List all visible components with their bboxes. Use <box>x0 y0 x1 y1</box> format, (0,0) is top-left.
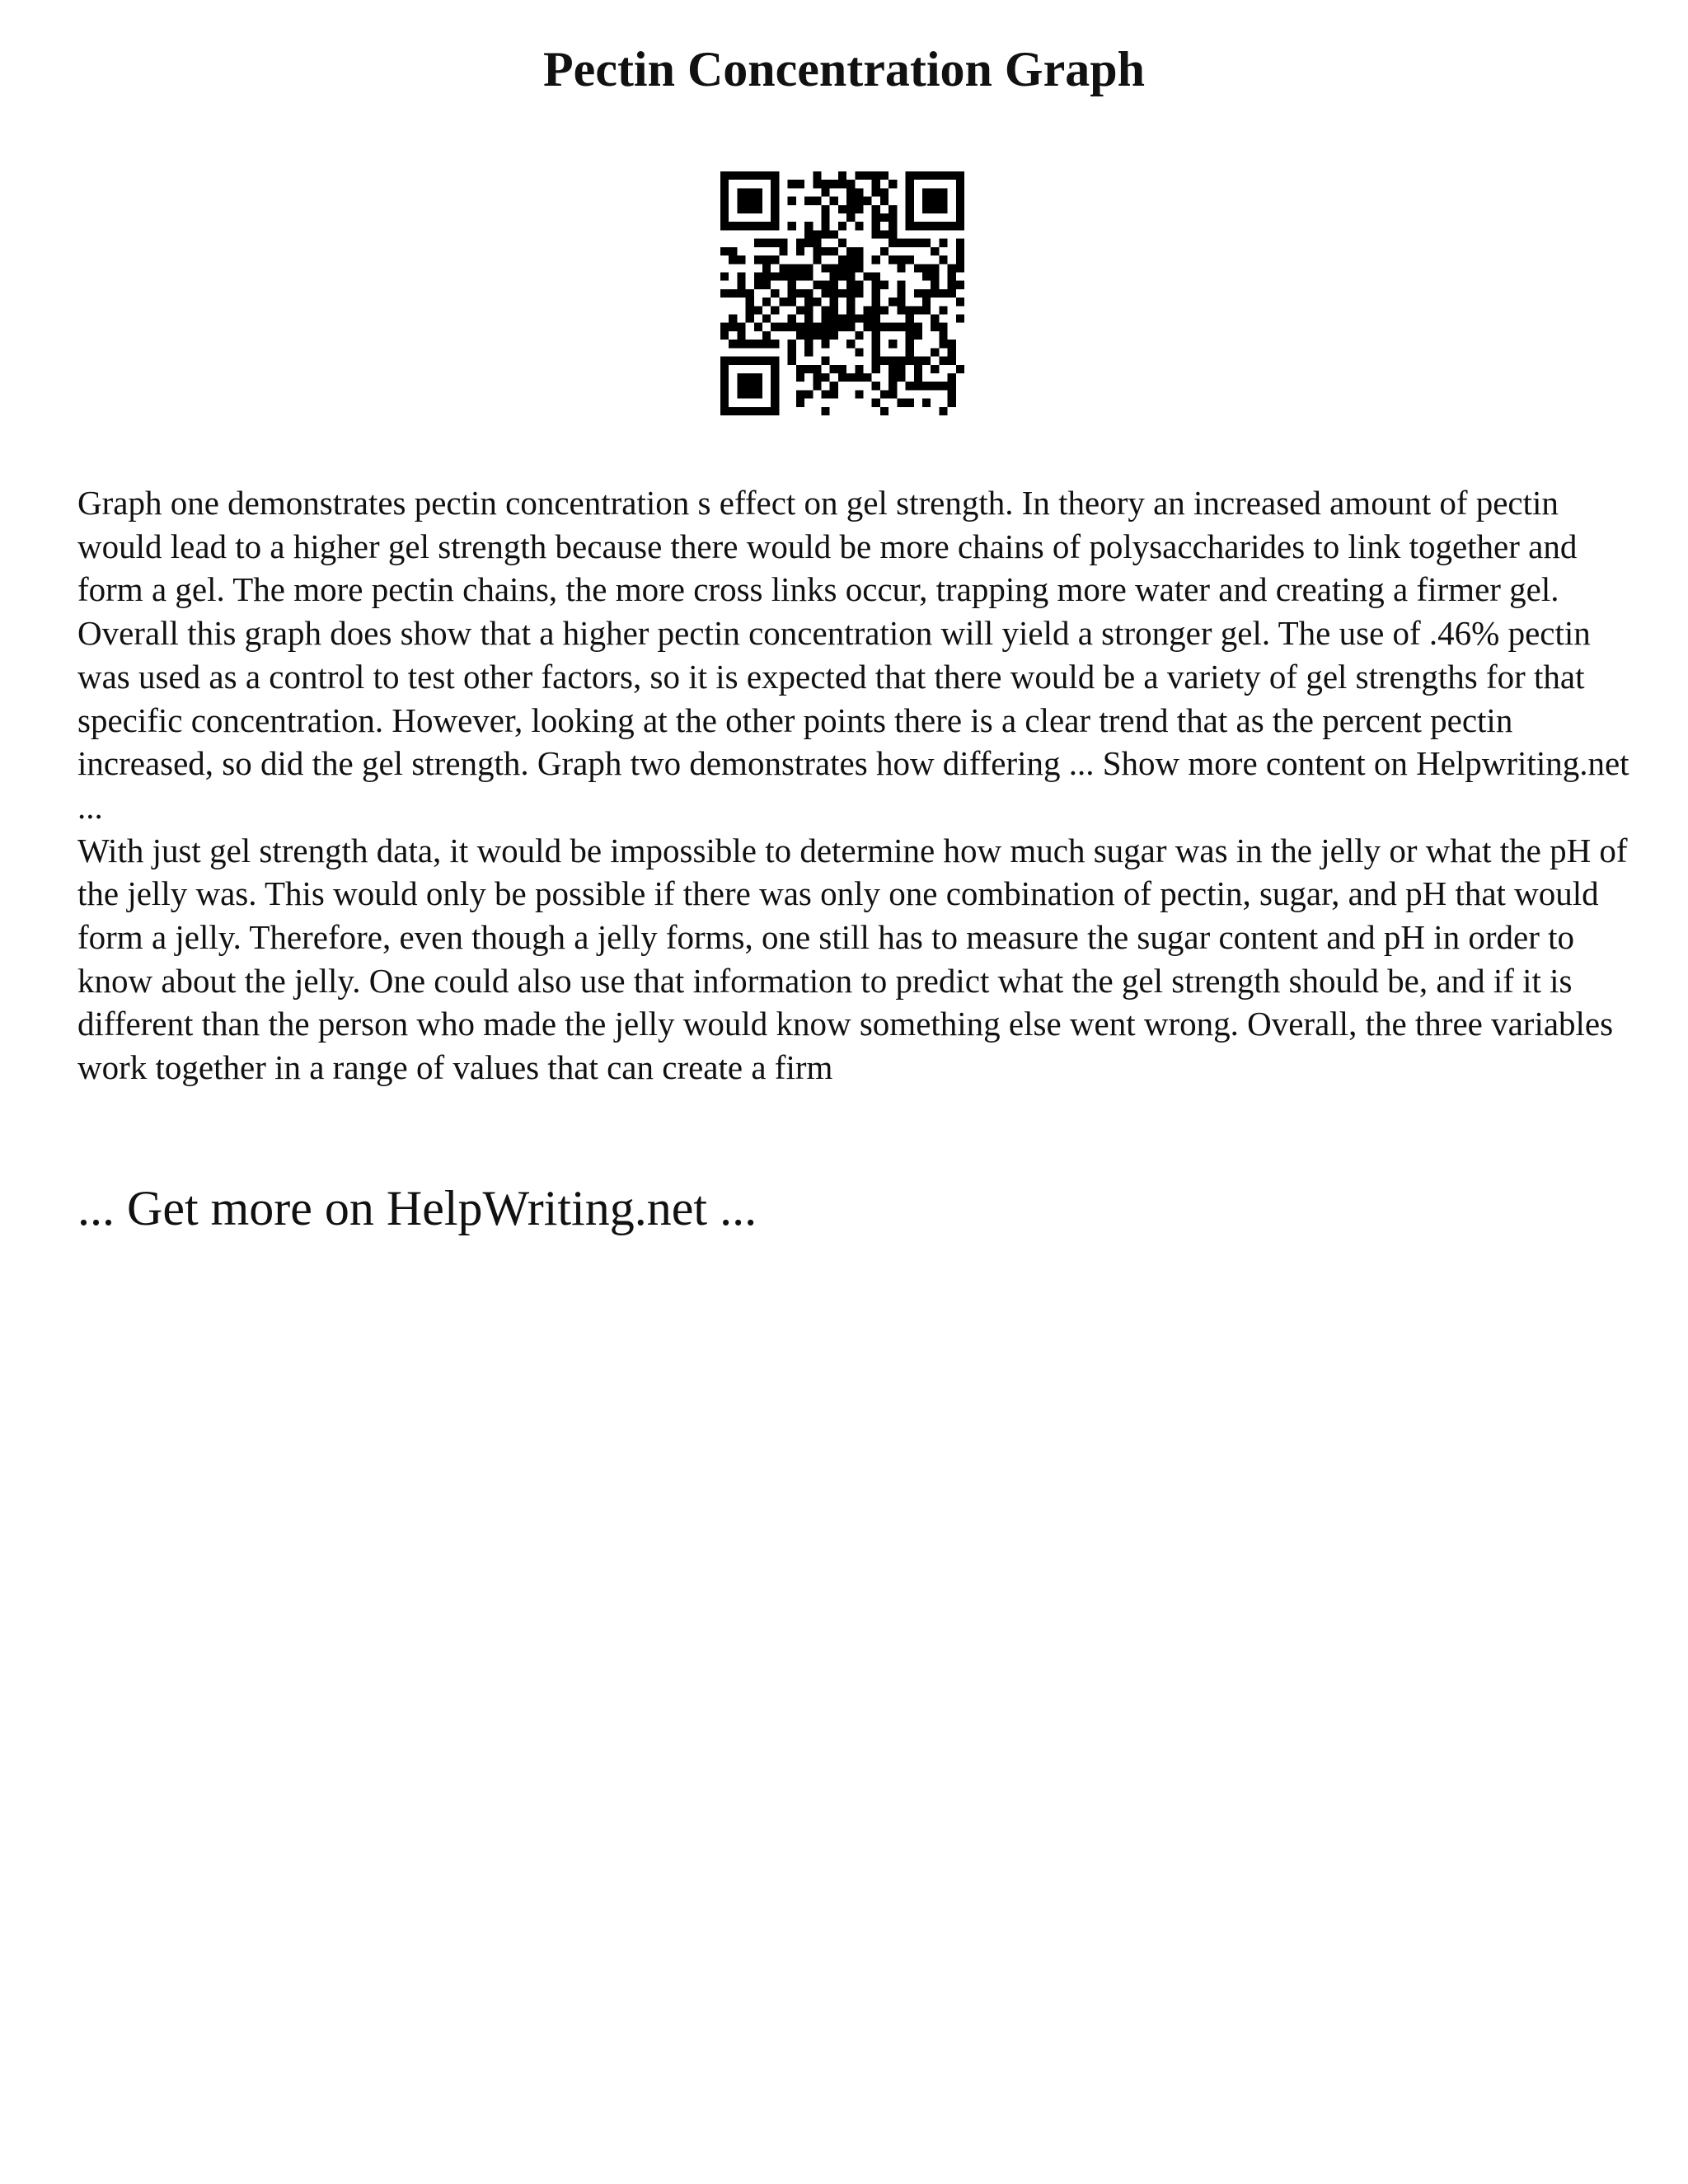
get-more-link[interactable]: ... Get more on HelpWriting.net ... <box>77 1181 757 1235</box>
page-title: Pectin Concentration Graph <box>543 42 1145 96</box>
qr-code-icon <box>720 171 964 415</box>
article-body <box>77 481 1635 1090</box>
paragraph-2: With just gel strength data, it would be impossible to determine how much sugar was in the jelly or what the pH of the jelly was. This would only be possible if there was only one combination of pectin, sugar, and pH that would form a jelly. Therefore, even though a jelly forms, one still has to measure the sugar content and pH in order to know about the jelly. One could also use that information to predict what the gel strength should be, and if it is different than the person who made the jelly would know something else went wrong. Overall, the three variables work together in a range of values that can create a firm <box>77 831 1628 1087</box>
paragraph-1: Graph one demonstrates pectin concentration s effect on gel strength. In theory an increased amount of pectin would lead to a higher gel strength because there would be more chains of polysaccharides to link together and form a gel. The more pectin chains, the more cross links occur, trapping more water and creating a firmer gel. Overall this graph does show that a higher pectin concentration will yield a stronger gel. The use of .46% pectin was used as a control to test other factors, so it is expected that there would be a variety of gel strengths for that specific concentration. However, looking at the other points there is a clear trend that as the percent pectin increased, so did the gel strength. Graph two demonstrates how differing ... Show more content on Helpwriting.net ... <box>77 484 1629 826</box>
